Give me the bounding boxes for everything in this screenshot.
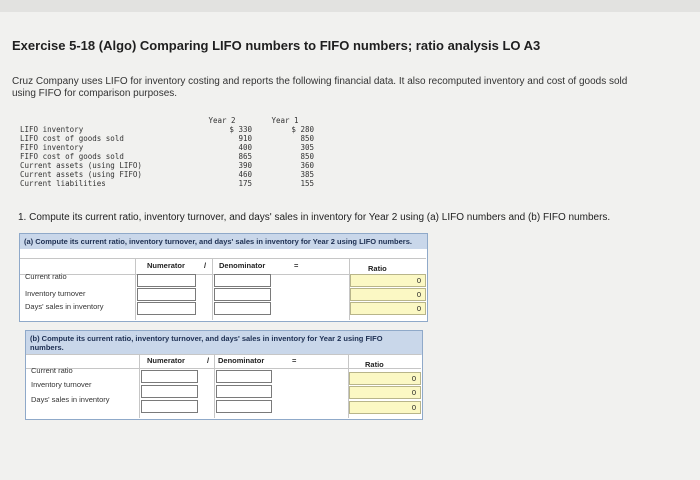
- denominator-input-current-ratio[interactable]: [214, 274, 271, 287]
- row-label-current-ratio: Current ratio: [25, 272, 67, 281]
- denominator-input-inventory-turnover[interactable]: [214, 288, 271, 301]
- row-label: Current assets (using FIFO): [20, 170, 142, 179]
- row-label-inventory-turnover: Inventory turnover: [31, 380, 92, 389]
- ratio-header: Ratio: [365, 360, 384, 369]
- denominator-input-days-sales[interactable]: [214, 302, 271, 315]
- equals-header: =: [294, 261, 299, 270]
- denominator-input-days-sales[interactable]: [216, 400, 272, 413]
- data-row: [20, 170, 318, 179]
- ratio-output-days-sales: 0: [350, 302, 426, 315]
- year-1-value: $ 280: [291, 125, 314, 134]
- ratio-output-inventory-turnover: 0: [349, 386, 421, 399]
- numerator-input-inventory-turnover[interactable]: [137, 288, 196, 301]
- data-row: [20, 161, 318, 170]
- year-1-value: 360: [300, 161, 314, 170]
- denominator-header: Denominator: [219, 261, 266, 270]
- denominator-input-inventory-turnover[interactable]: [216, 385, 272, 398]
- year-2-value: 865: [238, 152, 252, 161]
- denominator-input-current-ratio[interactable]: [216, 370, 272, 383]
- row-label: FIFO cost of goods sold: [20, 152, 124, 161]
- ratio-output-days-sales: 0: [349, 401, 421, 414]
- year-2-value: 400: [238, 143, 252, 152]
- year-2-value: 910: [238, 134, 252, 143]
- numerator-input-inventory-turnover[interactable]: [141, 385, 198, 398]
- row-label: LIFO inventory: [20, 125, 84, 134]
- data-table-header: [20, 116, 318, 125]
- numerator-header: Numerator: [147, 356, 185, 365]
- year-2-value: 460: [238, 170, 252, 179]
- numerator-header: Numerator: [147, 261, 185, 270]
- ratio-output-current-ratio: 0: [350, 274, 426, 287]
- question-text: 1. Compute its current ratio, inventory turnover, and days' sales in inventory for Year 2 using (a) LIFO numbers and (b) FIFO numbers.: [18, 212, 611, 223]
- header-year-1: Year 1: [271, 116, 299, 125]
- row-label: FIFO inventory: [20, 143, 84, 152]
- data-row: [20, 134, 318, 143]
- data-row: [20, 179, 318, 188]
- data-row: [20, 152, 318, 161]
- row-label: Current assets (using LIFO): [20, 161, 142, 170]
- part-b-heading: (b) Compute its current ratio, inventory turnover, and days' sales in inventory for Year 2 using FIFO numbers.: [26, 331, 422, 355]
- numerator-input-days-sales[interactable]: [137, 302, 196, 315]
- row-label: LIFO cost of goods sold: [20, 134, 124, 143]
- numerator-input-current-ratio[interactable]: [137, 274, 196, 287]
- row-label-current-ratio: Current ratio: [31, 366, 73, 375]
- year-1-value: 155: [300, 179, 314, 188]
- row-label-days-sales: Days' sales in inventory: [25, 302, 104, 311]
- slash-header: /: [204, 261, 207, 270]
- top-bar: [0, 0, 700, 12]
- part-a-grid: [20, 258, 426, 320]
- year-2-value: $ 330: [229, 125, 252, 134]
- header-year-2: Year 2: [208, 116, 236, 125]
- year-1-value: 850: [300, 134, 314, 143]
- slash-header: /: [207, 356, 210, 365]
- numerator-input-days-sales[interactable]: [141, 400, 198, 413]
- year-1-value: 850: [300, 152, 314, 161]
- year-2-value: 390: [238, 161, 252, 170]
- year-2-value: 175: [238, 179, 252, 188]
- denominator-header: Denominator: [218, 356, 265, 365]
- intro-text: Cruz Company uses LIFO for inventory costing and reports the following financial data. It also recomputed inventory and cost of goods sold using FIFO for comparison purposes.: [12, 76, 628, 99]
- row-label: Current liabilities: [20, 179, 106, 188]
- numerator-input-current-ratio[interactable]: [141, 370, 198, 383]
- ratio-output-current-ratio: 0: [349, 372, 421, 385]
- part-a-heading: (a) Compute its current ratio, inventory turnover, and days' sales in inventory for Year 2 using LIFO numbers.: [20, 234, 427, 249]
- page-title: Exercise 5-18 (Algo) Comparing LIFO numbers to FIFO numbers; ratio analysis LO A3: [12, 38, 541, 53]
- year-1-value: 305: [300, 143, 314, 152]
- year-1-value: 385: [300, 170, 314, 179]
- row-label-days-sales: Days' sales in inventory: [31, 395, 110, 404]
- equals-header: =: [292, 356, 297, 365]
- data-row: [20, 143, 318, 152]
- row-label-inventory-turnover: Inventory turnover: [25, 289, 86, 298]
- data-row: [20, 125, 318, 134]
- ratio-output-inventory-turnover: 0: [350, 288, 426, 301]
- financial-data-table: [20, 116, 318, 188]
- ratio-header: Ratio: [368, 264, 387, 273]
- part-b-grid: [26, 354, 421, 418]
